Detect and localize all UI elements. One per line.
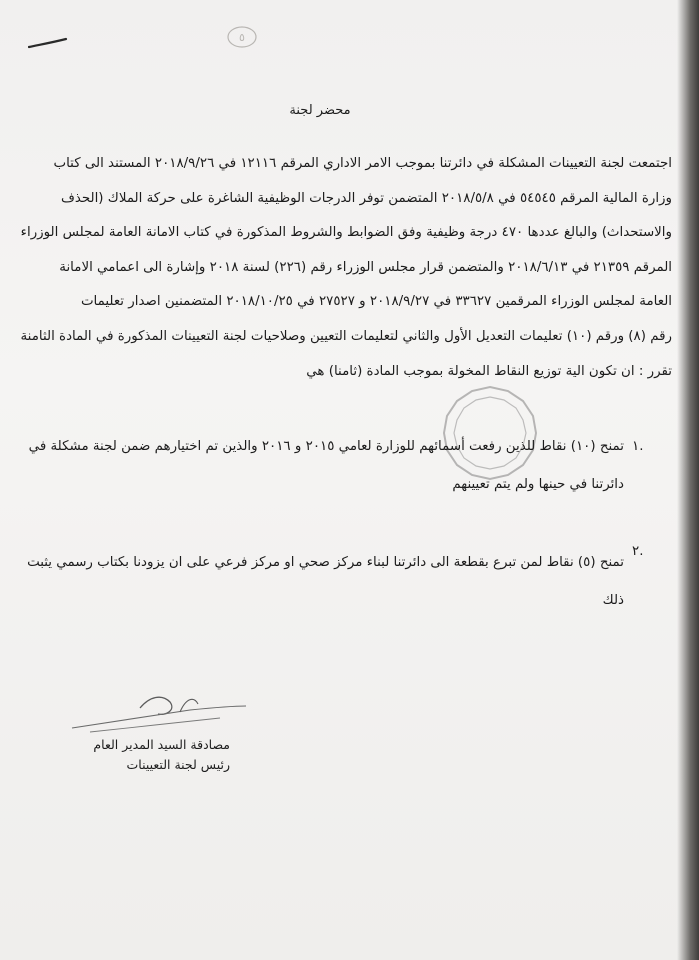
list-item	[20, 544, 672, 620]
body-line: المرقم ٢١٣٥٩ في ٢٠١٨/٦/١٣ والمتضمن قرار مجلس الوزراء رقم (٢٢٦) لسنة ٢٠١٨ وإشارة الى اعمامي الامانة	[59, 259, 672, 275]
page-title: محضر لجنة	[289, 103, 351, 118]
list-item	[20, 428, 672, 504]
body-line: رقم (٨) ورقم (١٠) تعليمات التعديل الأول والثاني لتعليمات التعيين وصلاحيات لجنة التعيينات المذكورة في المادة الثامنة	[20, 328, 672, 344]
scan-edge-shadow	[677, 0, 699, 960]
decision-list	[20, 428, 672, 620]
item-line: دائرتنا في حينها ولم يتم تعيينهم	[452, 477, 624, 492]
page-number-circle	[225, 24, 259, 50]
handwritten-mark	[28, 36, 68, 50]
body-paragraph	[20, 147, 672, 389]
item-line: ذلك	[602, 593, 624, 608]
body-line: والاستحداث) والبالغ عددها ٤٧٠ درجة وظيفية وفق الضوابط والشروط المذكورة في كتاب الامانة العامة لمجلس الوزراء	[20, 225, 672, 241]
item-number: ١.	[632, 439, 644, 454]
body-line: تقرر : ان تكون الية توزيع النقاط المخولة بموجب المادة (ثامنا) هي	[306, 363, 672, 379]
body-line: وزارة المالية المرقم ٥٤٥٤٥ في ٢٠١٨/٥/٨ المتضمن توفر الدرجات الوظيفية الشاغرة على حركة الملاك (الحذف	[60, 190, 672, 206]
approval-block	[70, 735, 230, 775]
item-line: تمنح (٥) نقاط لمن تبرع بقطعة الى دائرتنا لبناء مركز صحي او مركز فرعي على ان يزودنا بكتاب رسمي يثبت	[27, 555, 624, 570]
body-line: العامة لمجلس الوزراء المرقمين ٣٣٦٢٧ في ٢٠١٨/٩/٢٧ و ٢٧٥٢٧ في ٢٠١٨/١٠/٢٥ المتضمنين اصدار تعليمات	[80, 294, 672, 310]
body-line: اجتمعت لجنة التعيينات المشكلة في دائرتنا بموجب الامر الاداري المرقم ١٢١١٦ في ٢٠١٨/٩/٢٦ المستند الى كتاب	[53, 156, 672, 171]
page-number: ٥	[239, 31, 245, 44]
item-line: تمنح (١٠) نقاط للذين رفعت أسمائهم للوزارة لعامي ٢٠١٥ و ٢٠١٦ والذين تم اختيارهم ضمن لجنة مشكلة في	[28, 439, 624, 454]
approval-title: مصادقة السيد المدير العام	[93, 737, 230, 752]
item-number: ٢.	[632, 544, 644, 559]
committee-head-title: رئيس لجنة التعيينات	[126, 757, 230, 772]
